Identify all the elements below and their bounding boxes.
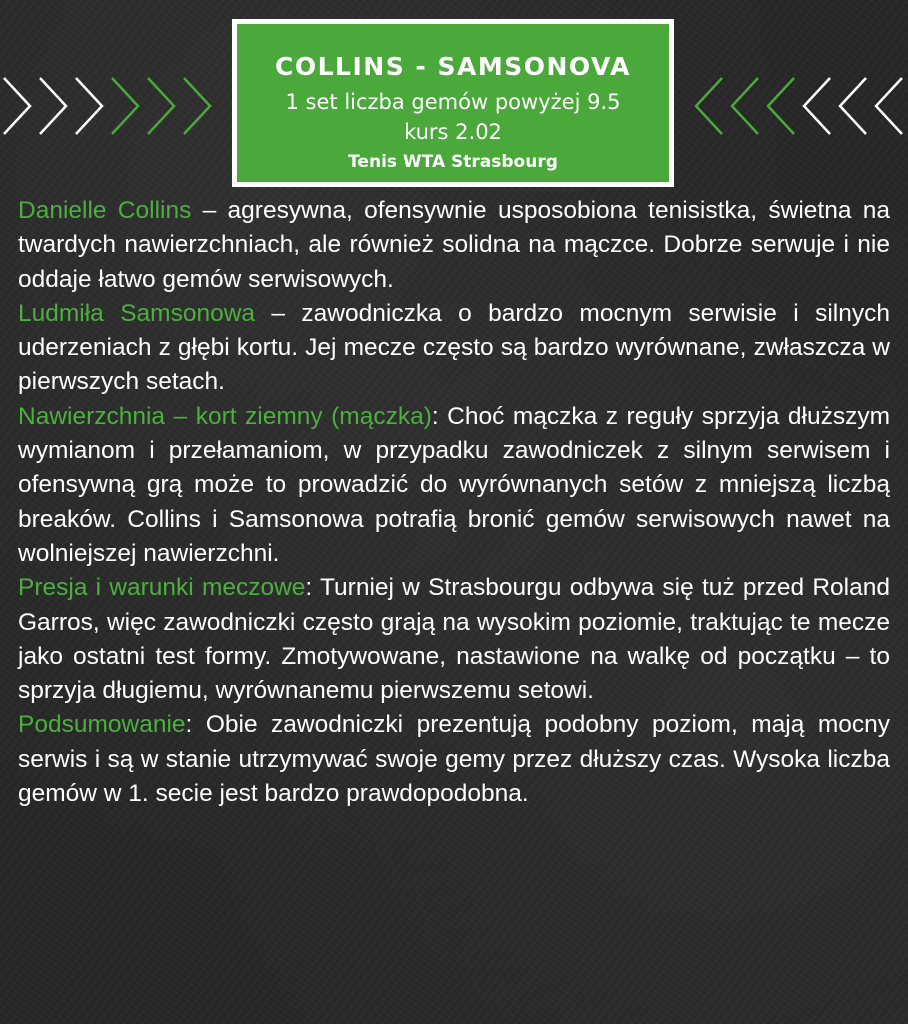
chevron-left-icon xyxy=(668,72,908,140)
paragraph-collins xyxy=(18,194,890,297)
paragraph-summary xyxy=(18,708,890,811)
chevron-right-icon xyxy=(0,72,240,140)
header-banner xyxy=(232,19,674,187)
bet-description: 1 set liczba gemów powyżej 9.5 xyxy=(285,90,621,114)
paragraph-heading: Nawierzchnia – kort ziemny (mączka) xyxy=(18,402,432,430)
paragraph-body: – zawodniczka o bardzo mocnym serwisie i silnych uderzeniach z głębi kortu. Jej mecze często są bardzo wyrównane, zwłaszcza w pierwszych setach. xyxy=(18,299,890,396)
paragraph-body: : Turniej w Strasbourgu odbywa się tuż przed Roland Garros, więc zawodniczki często grają na wysokim poziomie, traktując te mecze jako ostatni test formy. Zmotywowane, nastawione na walkę od początku – to sprzyja długiemu, wyrównanemu pierwszemu setowi. xyxy=(18,574,890,705)
paragraph-surface xyxy=(18,400,890,571)
paragraph-samsonova xyxy=(18,297,890,400)
paragraph-heading: Ludmiła Samsonowa xyxy=(18,299,256,327)
match-title: COLLINS - SAMSONOVA xyxy=(275,52,631,81)
paragraph-pressure xyxy=(18,571,890,708)
tournament-label: Tenis WTA Strasbourg xyxy=(348,152,558,172)
paragraph-heading: Presja i warunki meczowe xyxy=(18,574,306,602)
paragraph-heading: Podsumowanie xyxy=(18,711,186,739)
analysis-text xyxy=(18,194,890,811)
paragraph-heading: Danielle Collins xyxy=(18,197,192,224)
paragraph-body: : Choć mączka z reguły sprzyja dłuższym wymianom i przełamaniom, w przypadku zawodniczek z silnym serwisem i ofensywną grą może to prowadzić do wyrównanych setów z mniejszą liczbą breaków. Collins i Samsonowa potrafią bronić gemów serwisowych nawet na wolniejszej nawierzchni. xyxy=(18,402,890,567)
odds-label: kurs 2.02 xyxy=(404,120,502,144)
paragraph-body: – agresywna, ofensywnie usposobiona tenisistka, świetna na twardych nawierzchniach, ale również solidna na mączce. Dobrze serwuje i nie oddaje łatwo gemów serwisowych. xyxy=(18,197,891,293)
paragraph-body: : Obie zawodniczki prezentują podobny poziom, mają mocny serwis i są w stanie utrzymywać swoje gemy przez dłuższy czas. Wysoka liczba gemów w 1. secie jest bardzo prawdopodobna. xyxy=(18,711,890,808)
